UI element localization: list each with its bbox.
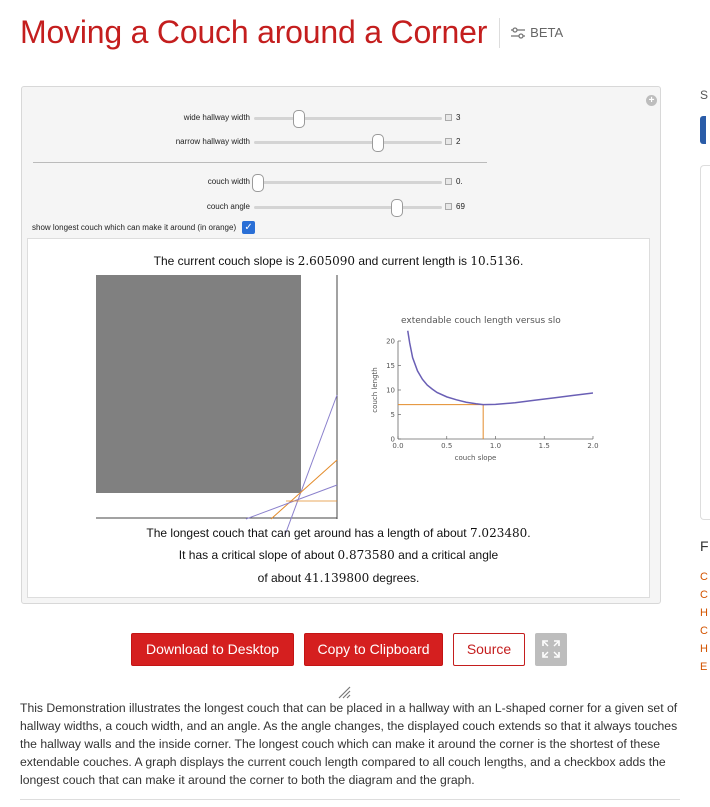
sidebar-link[interactable]: E — [700, 661, 708, 673]
fullscreen-button[interactable] — [535, 633, 567, 666]
slider-wide-hallway-width — [22, 110, 662, 126]
sidebar-panel-partial — [700, 165, 710, 520]
download-to-desktop-button[interactable]: Download to Desktop — [131, 633, 294, 666]
sidebar-heading-partial: S — [700, 88, 709, 102]
show-longest-couch-checkbox[interactable]: ✓ — [242, 221, 255, 234]
critical-angle-value: 41.139800 — [304, 571, 370, 585]
text: The current couch slope is — [153, 254, 295, 268]
slider-track[interactable] — [254, 117, 442, 120]
demonstration-frame — [21, 86, 661, 604]
slider-value: 2 — [456, 137, 461, 146]
x-tick-label: 1.0 — [489, 442, 502, 450]
slider-thumb[interactable] — [252, 174, 264, 192]
text: of about — [257, 571, 302, 585]
text: . — [527, 526, 531, 540]
slider-track[interactable] — [254, 206, 442, 209]
slider-thumb[interactable] — [391, 199, 403, 217]
couch-length-chart — [363, 311, 603, 481]
length-value: 10.5136 — [470, 254, 521, 268]
x-tick-label: 2.0 — [587, 442, 599, 450]
critical-slope-value: 0.873580 — [337, 548, 395, 562]
series-line — [408, 331, 593, 405]
inner-corner-block — [96, 275, 301, 493]
controls-divider — [33, 162, 487, 163]
title-divider — [499, 18, 500, 48]
sidebar-link[interactable]: C — [700, 625, 708, 637]
longest-couch-text — [28, 526, 649, 540]
output-panel — [27, 238, 650, 598]
slider-track[interactable] — [254, 141, 442, 144]
slider-label: narrow hallway width — [175, 137, 250, 146]
y-tick-label: 10 — [386, 386, 395, 395]
slider-label: couch angle — [206, 202, 250, 211]
critical-angle-text — [28, 571, 649, 585]
slider-thumb[interactable] — [293, 110, 305, 128]
expand-icon — [541, 639, 561, 659]
sidebar-link[interactable]: H — [700, 607, 708, 619]
x-axis-label: couch slope — [454, 454, 497, 462]
x-tick-label: 1.5 — [538, 442, 550, 450]
sidebar-link[interactable]: H — [700, 643, 708, 655]
sidebar-section-partial: F — [700, 538, 709, 554]
longest-length-value: 7.023480 — [469, 526, 528, 540]
x-tick-label: 0.5 — [441, 442, 453, 450]
text: and a critical angle — [398, 548, 499, 562]
page-title: Moving a Couch around a Corner — [20, 14, 488, 50]
text: and current length is — [358, 254, 468, 268]
y-tick-label: 5 — [390, 411, 395, 419]
slider-thumb[interactable] — [372, 134, 384, 152]
plus-box-icon[interactable] — [445, 114, 452, 121]
text: degrees. — [372, 571, 420, 585]
source-button[interactable]: Source — [453, 633, 525, 666]
text: It has a critical slope of about — [178, 548, 335, 562]
sidebar-button-partial[interactable] — [700, 116, 706, 144]
x-tick-label: 0.0 — [392, 442, 404, 450]
text: The longest couch that can get around has a length of about — [146, 526, 467, 540]
hallway-diagram — [96, 275, 340, 519]
y-axis-label: couch length — [371, 367, 379, 413]
slider-couch-angle — [22, 199, 662, 215]
plus-box-icon[interactable] — [445, 178, 452, 185]
slider-value: 69 — [456, 202, 465, 211]
y-tick-label: 20 — [386, 337, 395, 346]
slider-label: couch width — [207, 177, 250, 186]
slider-label: wide hallway width — [183, 113, 250, 122]
sliders-icon — [510, 27, 526, 39]
y-tick-label: 0 — [390, 435, 395, 444]
chart-title: extendable couch length versus slo — [401, 316, 561, 326]
sidebar-link[interactable]: C — [700, 571, 708, 583]
plus-box-icon[interactable] — [445, 138, 452, 145]
text: . — [520, 254, 524, 268]
beta-toggle[interactable] — [510, 25, 563, 40]
critical-slope-text — [28, 548, 649, 562]
sidebar-link[interactable]: C — [700, 589, 708, 601]
slider-narrow-hallway-width — [22, 134, 662, 150]
resize-handle-icon[interactable] — [337, 685, 351, 699]
plus-box-icon[interactable] — [445, 203, 452, 210]
show-longest-couch-row — [32, 221, 255, 234]
beta-label: BETA — [530, 25, 564, 40]
bottom-divider — [20, 799, 680, 800]
y-tick-label: 15 — [386, 362, 395, 370]
slider-track[interactable] — [254, 181, 442, 184]
slider-value: 0. — [456, 177, 463, 186]
current-couch-text — [28, 254, 649, 268]
slope-value: 2.605090 — [297, 254, 355, 268]
slider-couch-width — [22, 174, 662, 190]
copy-to-clipboard-button[interactable]: Copy to Clipboard — [304, 633, 443, 666]
slider-value: 3 — [456, 113, 461, 122]
title-row — [20, 14, 563, 51]
plus-circle-icon[interactable]: + — [646, 95, 657, 106]
checkbox-label: show longest couch which can make it around (in orange) — [32, 223, 237, 232]
sidebar-links-partial — [700, 568, 708, 676]
description-text: This Demonstration illustrates the longest couch that can be placed in a hallway with an L-shaped corner for a given set of hallway widths, a couch width, and an angle. As the angle changes, the displayed couch extends so that it always touches the hallway walls and the inside corner. The longest couch which can make it around the corner is the shortest of these extendable couches. A graph displays the current couch length compared to all couch lengths, and a checkbox adds the longest couch that can make it around the corner to both the diagram and the graph. — [20, 701, 678, 787]
